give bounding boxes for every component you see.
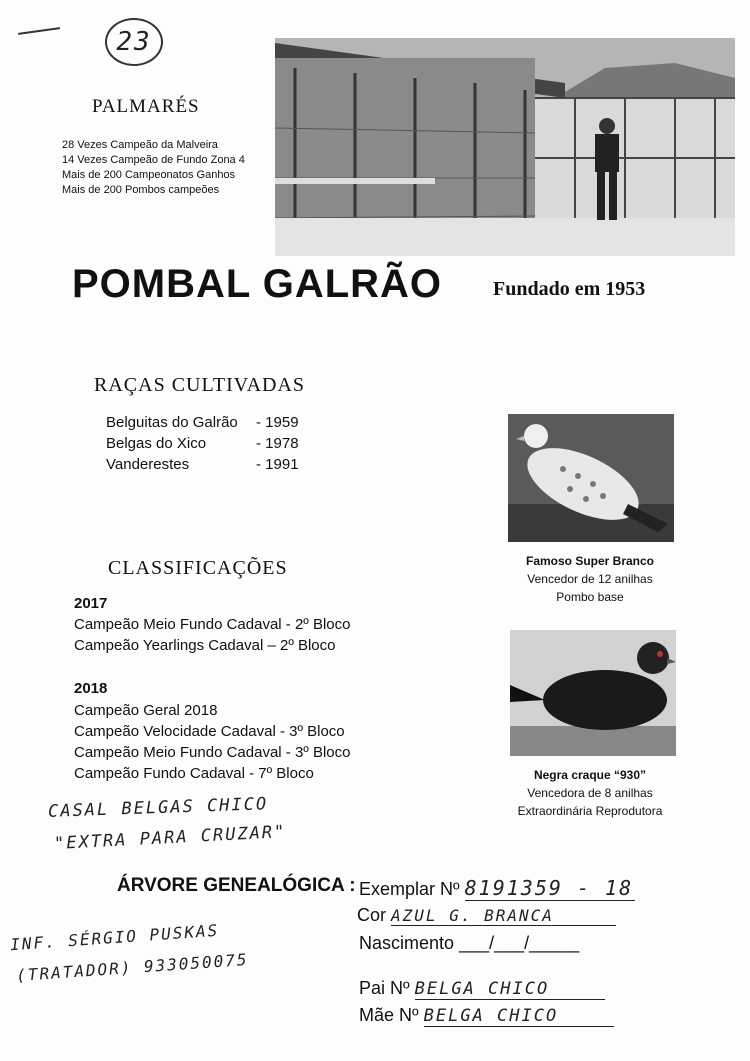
classification-line: Campeão Fundo Cadaval - 7º Bloco [74, 765, 314, 782]
palmares-item: Mais de 200 Pombos campeões [62, 184, 220, 196]
bird-black-image [510, 630, 676, 756]
year-heading: 2017 [74, 595, 108, 612]
page-number: 23 [105, 18, 163, 66]
raca-year: - 1991 [256, 456, 299, 473]
raca-year: - 1959 [256, 414, 299, 431]
palmares-item: 28 Vezes Campeão da Malveira [62, 139, 218, 151]
handwritten-note-line2: "EXTRA PARA CRUZAR" [53, 821, 287, 855]
classificacoes-title: CLASSIFICAÇÕES [108, 557, 288, 579]
bird-detail: Vencedor de 12 anilhas [527, 572, 653, 586]
classification-line: Campeão Meio Fundo Cadaval - 3º Bloco [74, 744, 351, 761]
loft-photo [275, 38, 735, 256]
handwritten-contact-line1: INF. SÉRGIO PUSKAS [9, 920, 220, 955]
bird-detail: Vencedora de 8 anilhas [527, 786, 653, 800]
founded-year: Fundado em 1953 [493, 278, 646, 300]
mae-value: BELGA CHICO [424, 1006, 614, 1027]
handwritten-note-line1: CASAL BELGAS CHICO [47, 794, 269, 822]
bird-name: Negra craque “930” [533, 768, 647, 782]
exemplar-field [359, 876, 635, 901]
nascimento-field [359, 933, 579, 954]
bird-photo-black [510, 630, 676, 756]
cor-value: AZUL G. BRANCA [391, 906, 616, 926]
arvore-title: ÁRVORE GENEALÓGICA : [117, 875, 356, 896]
bird-white-image [508, 414, 674, 542]
pai-value: BELGA CHICO [415, 979, 605, 1000]
loft-photo-image [275, 38, 735, 256]
bird-detail: Extraordinária Reprodutora [517, 804, 663, 818]
palmares-list [62, 138, 245, 198]
raca-name: Vanderestes [106, 456, 190, 473]
classification-line: Campeão Meio Fundo Cadaval - 2º Bloco [74, 616, 351, 633]
nascimento-label: Nascimento [359, 933, 455, 953]
exemplar-value: 8191359 - 18 [464, 876, 634, 900]
pai-field [359, 978, 605, 1000]
raca-row [106, 435, 299, 452]
raca-name: Belgas do Xico [106, 435, 207, 452]
palmares-item: Mais de 200 Campeonatos Ganhos [62, 169, 236, 181]
handwritten-contact-line2: (TRATADOR) 933050075 [15, 949, 250, 986]
bird-detail: Pombo base [556, 590, 624, 604]
mae-field [359, 1005, 614, 1027]
bird-caption-black [490, 766, 690, 820]
bird-photo-white [508, 414, 674, 542]
classification-line: Campeão Velocidade Cadaval - 3º Bloco [74, 723, 345, 740]
racas-title: RAÇAS CULTIVADAS [94, 374, 306, 396]
cor-label: Cor [357, 905, 387, 925]
raca-year: - 1978 [256, 435, 299, 452]
classification-line: Campeão Yearlings Cadaval – 2º Bloco [74, 637, 336, 654]
cor-field [357, 905, 616, 926]
raca-row [106, 456, 299, 473]
mae-label: Mãe Nº [359, 1005, 419, 1025]
pen-mark [18, 27, 60, 35]
palmares-item: 14 Vezes Campeão de Fundo Zona 4 [62, 154, 245, 166]
page-title: POMBAL GALRÃO [72, 262, 443, 306]
bird-caption-white [490, 552, 690, 606]
nascimento-value: ___/___/_____ [459, 933, 580, 953]
pai-label: Pai Nº [359, 978, 410, 998]
year-heading: 2018 [74, 680, 108, 697]
classification-line: Campeão Geral 2018 [74, 702, 218, 719]
exemplar-label: Exemplar Nº [359, 879, 460, 899]
palmares-title: PALMARÉS [92, 96, 200, 117]
raca-row [106, 414, 299, 431]
bird-name: Famoso Super Branco [525, 554, 655, 568]
raca-name: Belguitas do Galrão [106, 414, 238, 431]
